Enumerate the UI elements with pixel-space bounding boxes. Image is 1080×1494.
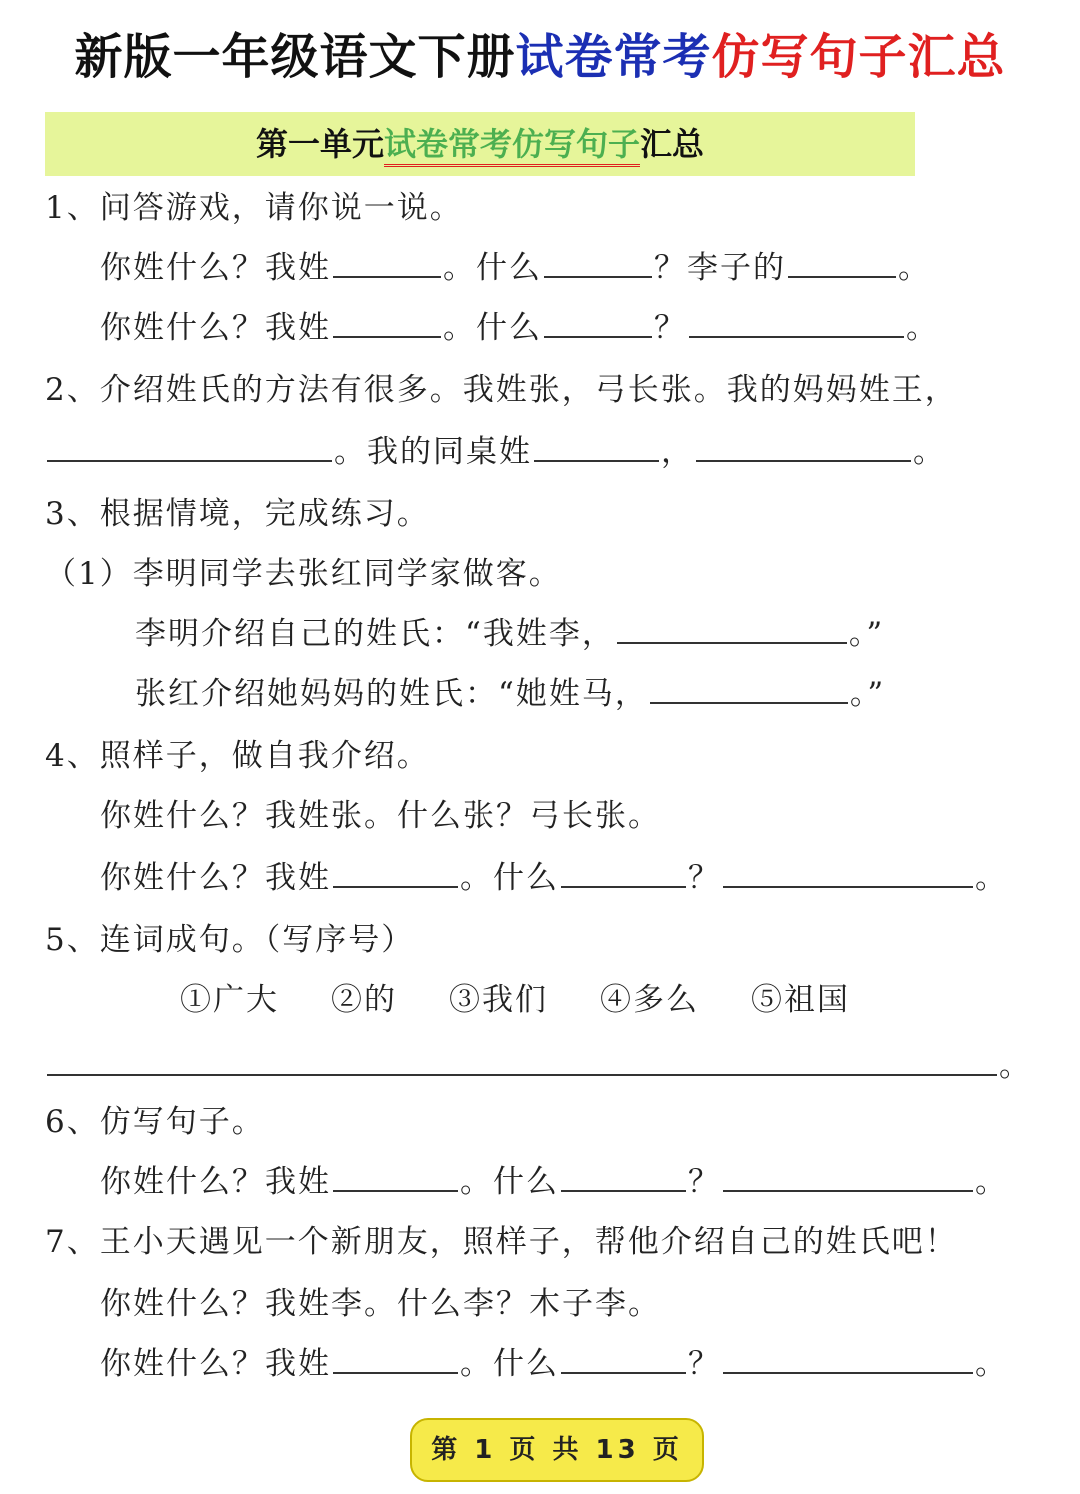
q3-label: 3、根据情境，完成练习。 [45,496,430,532]
q1-line1-text-a: 你姓什么？我姓 [100,250,331,286]
q1-line1-text-b: 。什么 [443,250,542,286]
q3-line2 [135,664,885,724]
subtitle-highlight: 试卷常考仿写句子 [384,125,640,167]
q4-label: 4、照样子，做自我介绍。 [45,738,430,774]
q4-line1-text-d: 。 [975,860,1008,896]
q1-line2-text-d: 。 [906,310,939,346]
page-number-badge: 第 1 页 共 13 页 [410,1418,704,1482]
q3-line1-text-b: 。” [848,616,885,652]
q2-line2-text-b: ， [661,434,694,470]
q6-line1 [100,1152,1008,1212]
q7-label: 7、王小天遇见一个新朋友，照样子，帮他介绍自己的姓氏吧！ [45,1224,958,1260]
page-title [0,22,1080,92]
q1-line2 [100,298,939,358]
answer-blank[interactable] [788,246,896,278]
title-part-blue: 试卷常考 [515,29,712,85]
answer-blank[interactable] [544,306,652,338]
q2-line2 [45,422,946,482]
answer-blank[interactable] [696,430,911,462]
unit-subtitle [45,112,915,176]
subtitle-suffix: 汇总 [640,125,705,163]
q2-line2-text-a: 。我的同桌姓 [334,434,532,470]
q5-end: 。 [999,1048,1032,1084]
answer-blank[interactable] [333,246,441,278]
q7-line1-text-c: ？ [688,1346,721,1382]
q1-line2-text-c: ？ [654,310,687,346]
q1-line1-text-d: 。 [898,250,931,286]
q2-line2-text-c: 。 [913,434,946,470]
answer-blank[interactable] [689,306,904,338]
answer-blank[interactable] [561,856,686,888]
q2-label: 2、介绍姓氏的方法有很多。我姓张，弓长张。我的妈妈姓王， [45,372,958,408]
q3-subquestion: （1）李明同学去张红同学家做客。 [45,556,562,592]
q4-line1-text-c: ？ [688,860,721,896]
answer-blank[interactable] [534,430,659,462]
q1-line2-text-a: 你姓什么？我姓 [100,310,331,346]
answer-blank[interactable] [333,1342,458,1374]
answer-blank[interactable] [47,1044,997,1076]
q7-line1-text-b: 。什么 [460,1346,559,1382]
word-option: ⑤祖国 [751,982,850,1018]
q3-line1 [135,604,884,664]
word-option: ②的 [331,982,397,1018]
answer-blank[interactable] [561,1342,686,1374]
q7-line1-text-d: 。 [975,1346,1008,1382]
q1-line2-text-b: 。什么 [443,310,542,346]
q4-line1 [100,848,1008,908]
answer-blank[interactable] [723,856,973,888]
title-part-red: 仿写句子汇总 [711,29,1006,85]
answer-blank[interactable] [544,246,652,278]
q4-line1-text-a: 你姓什么？我姓 [100,860,331,896]
q3-line2-text-a: 张红介绍她妈妈的姓氏：“她姓马， [135,676,648,712]
q1-line1-text-c: ？李子的 [654,250,786,286]
answer-blank[interactable] [333,306,441,338]
answer-blank[interactable] [333,1160,458,1192]
answer-blank[interactable] [333,856,458,888]
answer-blank[interactable] [617,612,847,644]
q4-line1-text-b: 。什么 [460,860,559,896]
q1-label: 1、问答游戏，请你说一说。 [45,190,463,226]
answer-blank[interactable] [561,1160,686,1192]
q6-line1-text-c: ？ [688,1164,721,1200]
subtitle-prefix: 第一单元 [255,125,384,163]
q1-line1 [100,238,931,298]
q4-example: 你姓什么？我姓张。什么张？弓长张。 [100,798,661,834]
q3-line2-text-b: 。” [849,676,886,712]
word-option: ③我们 [449,982,548,1018]
q6-line1-text-d: 。 [975,1164,1008,1200]
answer-blank[interactable] [723,1342,973,1374]
q5-answer-line [45,1036,1032,1096]
word-option: ④多么 [600,982,699,1018]
q6-line1-text-b: 。什么 [460,1164,559,1200]
q6-line1-text-a: 你姓什么？我姓 [100,1164,331,1200]
q7-example: 你姓什么？我姓李。什么李？木子李。 [100,1286,661,1322]
word-option: ①广大 [180,982,279,1018]
q5-word-bank [180,970,850,1030]
q7-line1 [100,1334,1008,1394]
answer-blank[interactable] [650,672,848,704]
q5-label: 5、连词成句。（写序号） [45,922,415,958]
q6-label: 6、仿写句子。 [45,1104,265,1140]
answer-blank[interactable] [723,1160,973,1192]
title-part-black: 新版一年级语文下册 [74,29,516,85]
answer-blank[interactable] [47,430,332,462]
q3-line1-text-a: 李明介绍自己的姓氏：“我姓李， [135,616,615,652]
q7-line1-text-a: 你姓什么？我姓 [100,1346,331,1382]
